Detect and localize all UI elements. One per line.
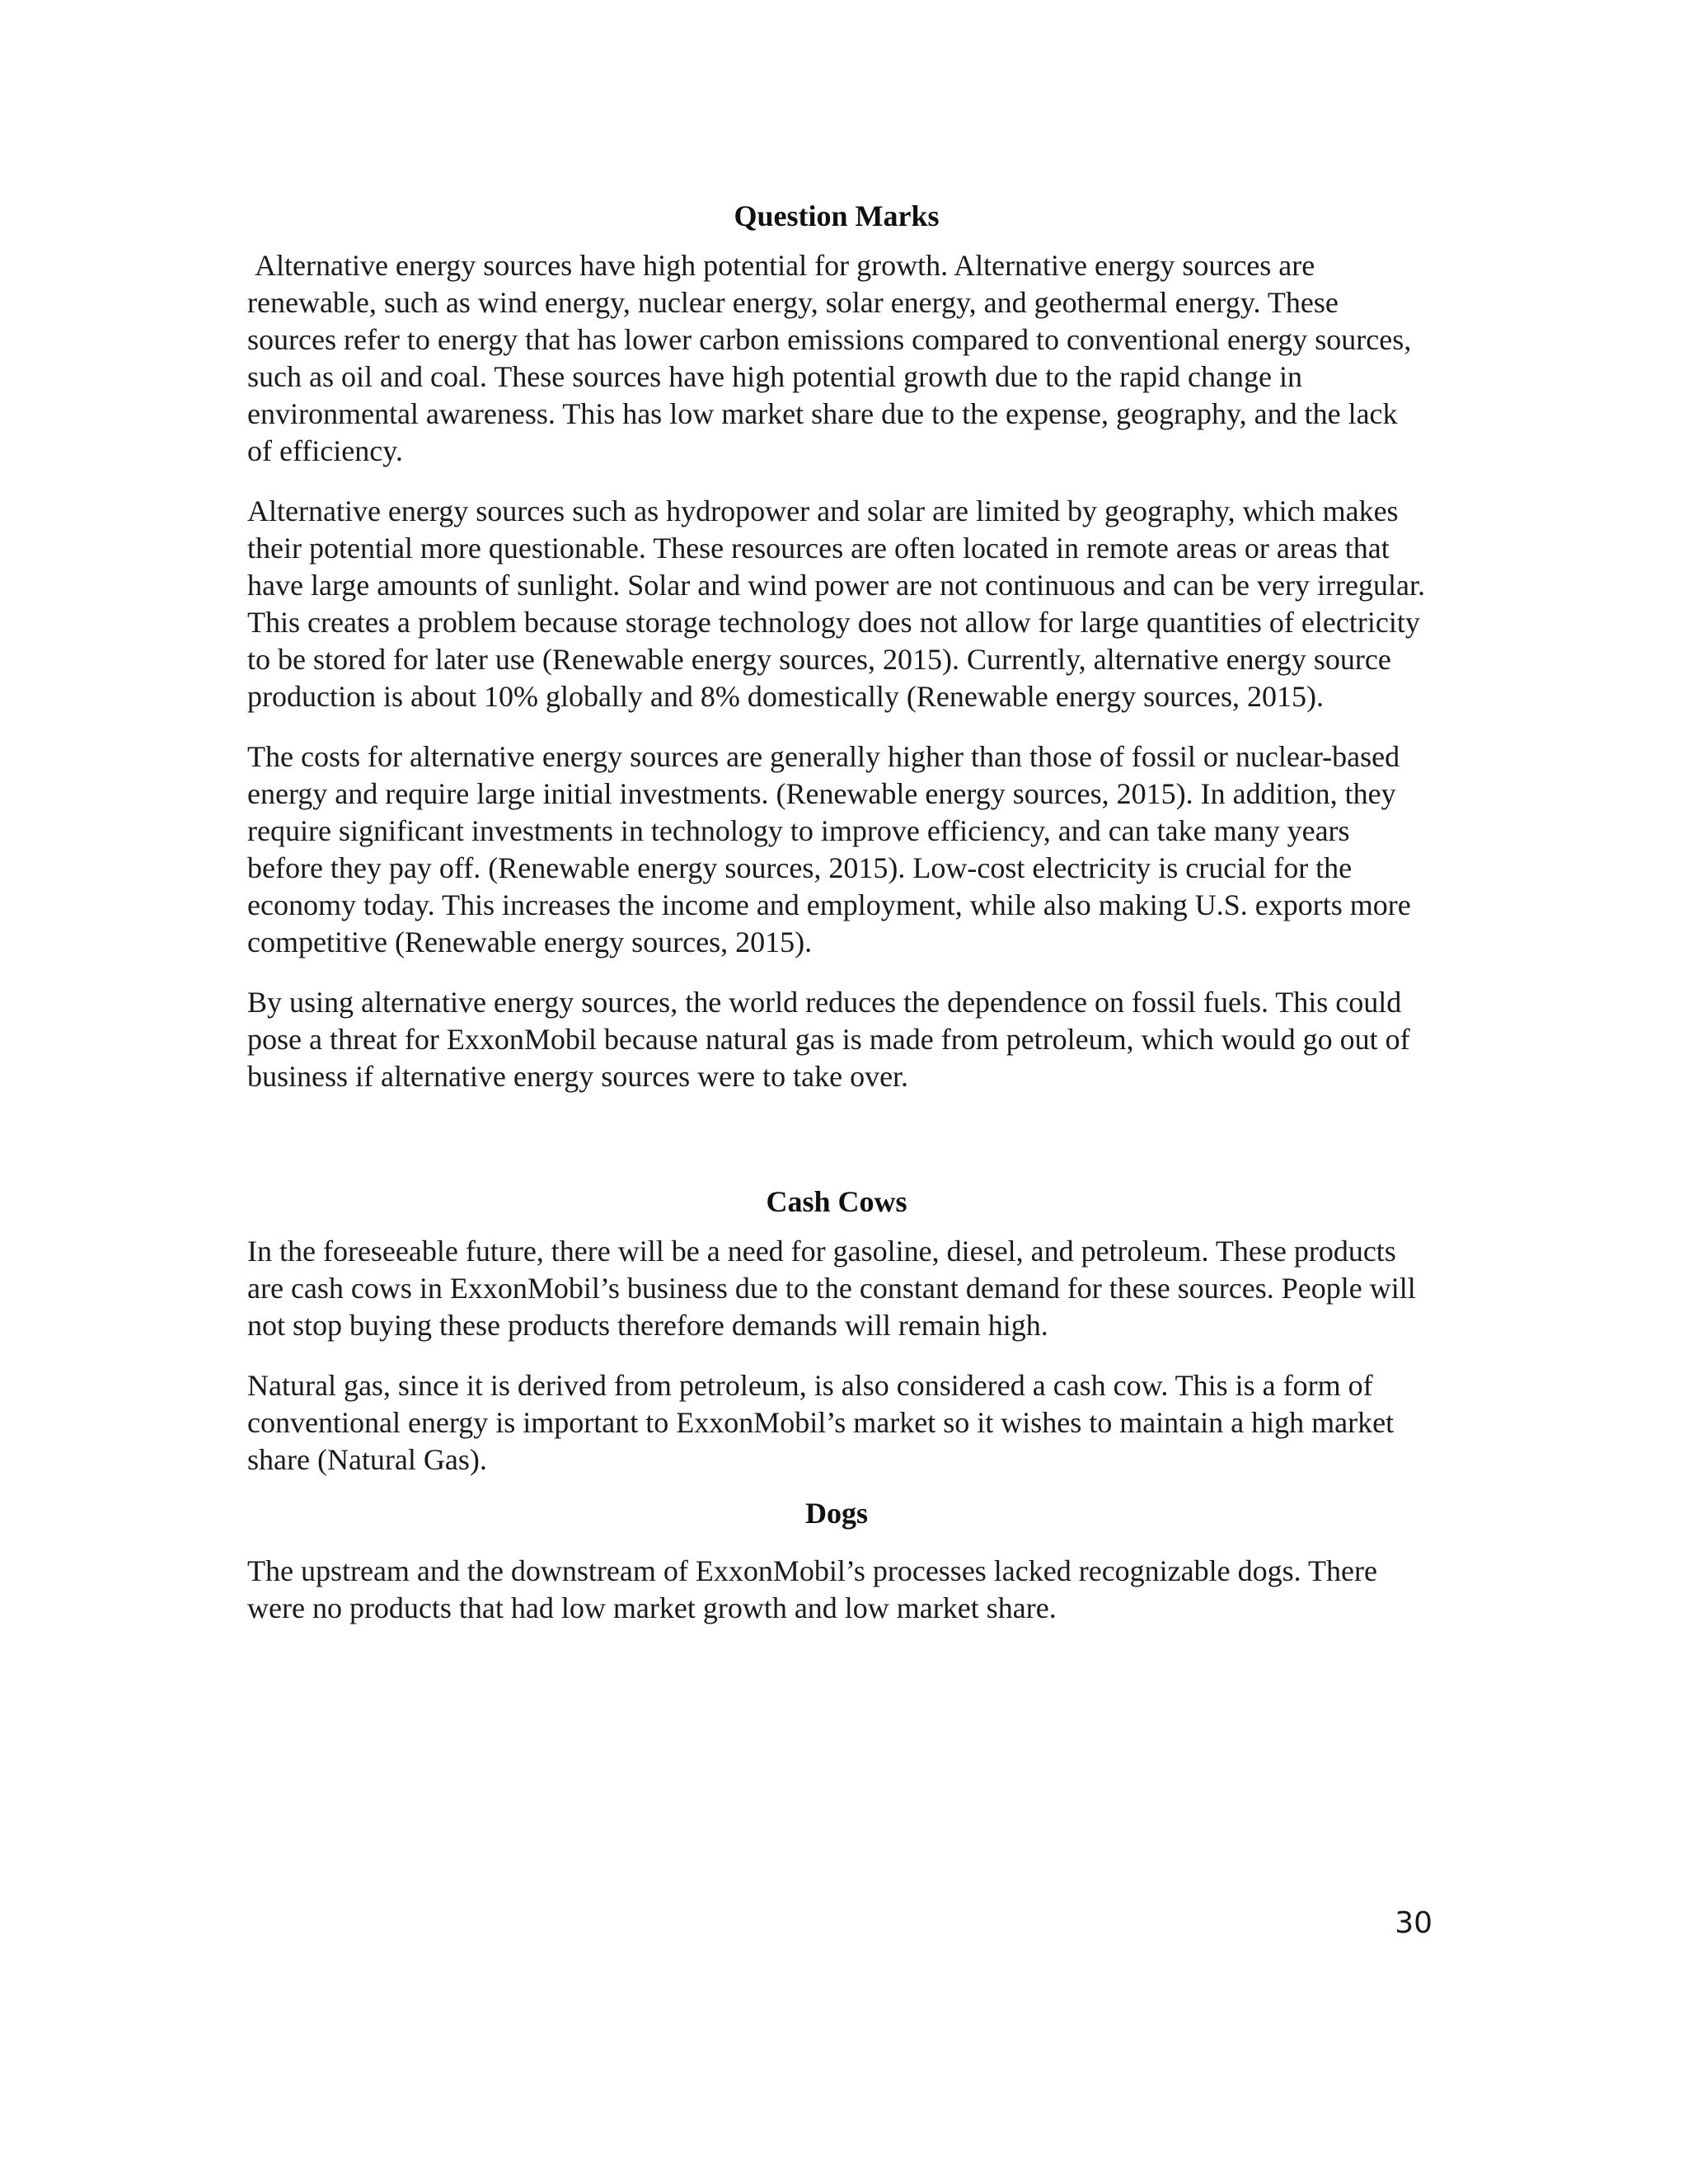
paragraph-dogs-1: The upstream and the downstream of ExxonMobil’s processes lacked recognizable dogs. There were no products that had low market growth and low market share. bbox=[247, 1554, 1377, 1624]
page-number: 30 bbox=[1395, 1906, 1432, 1940]
heading-dogs: Dogs bbox=[804, 1497, 868, 1530]
heading-cash-cows: Cash Cows bbox=[766, 1185, 907, 1218]
paragraph-cash-cows-2: Natural gas, since it is derived from petroleum, is also considered a cash cow. This is a form of conventional energy is important to ExxonMobil’s market so it wishes to maintain a high market share (Natural Gas). bbox=[247, 1369, 1395, 1476]
heading-question-marks: Question Marks bbox=[734, 199, 940, 232]
paragraph-question-marks-4: By using alternative energy sources, the world reduces the dependence on fossil fuels. This could pose a threat for ExxonMobil because natural gas is made from petroleum, which would go out of business if alternative energy sources were to take over. bbox=[247, 986, 1410, 1093]
paragraph-question-marks-2: Alternative energy sources such as hydropower and solar are limited by geography, which makes their potential more questionable. These resources are often located in remote areas or areas that have large amounts of sunlight. Solar and wind power are not continuous and can be very irregular. This creates a problem because storage technology does not allow for large quantities of electricity to be stored for later use (Renewable energy sources, 2015). Currently, alternative energy source production is about 10% globally and 8% domestically (Renewable energy sources, 2015). bbox=[247, 494, 1425, 713]
paragraph-cash-cows-1: In the foreseeable future, there will be a need for gasoline, diesel, and petroleum. These products are cash cows in ExxonMobil’s business due to the constant demand for these sources. People will not stop buying these products therefore demands will remain high. bbox=[247, 1235, 1416, 1342]
paragraph-question-marks-3: The costs for alternative energy sources are generally higher than those of fossil or nuclear-based energy and require large initial investments. (Renewable energy sources, 2015). In addition, they require significant investments in technology to improve efficiency, and can take many years before they pay off. (Renewable energy sources, 2015). Low-cost electricity is crucial for the economy today. This increases the income and employment, while also making U.S. exports more competitive (Renewable energy sources, 2015). bbox=[247, 740, 1411, 958]
paragraph-question-marks-1: Alternative energy sources have high potential for growth. Alternative energy sources are renewable, such as wind energy, nuclear energy, solar energy, and geothermal energy. These sources refer to energy that has lower carbon emissions compared to conventional energy sources, such as oil and coal. These sources have high potential growth due to the rapid change in environmental awareness. This has low market share due to the expense, geography, and the lack of efficiency. bbox=[247, 249, 1419, 467]
page-content bbox=[247, 196, 1426, 1627]
